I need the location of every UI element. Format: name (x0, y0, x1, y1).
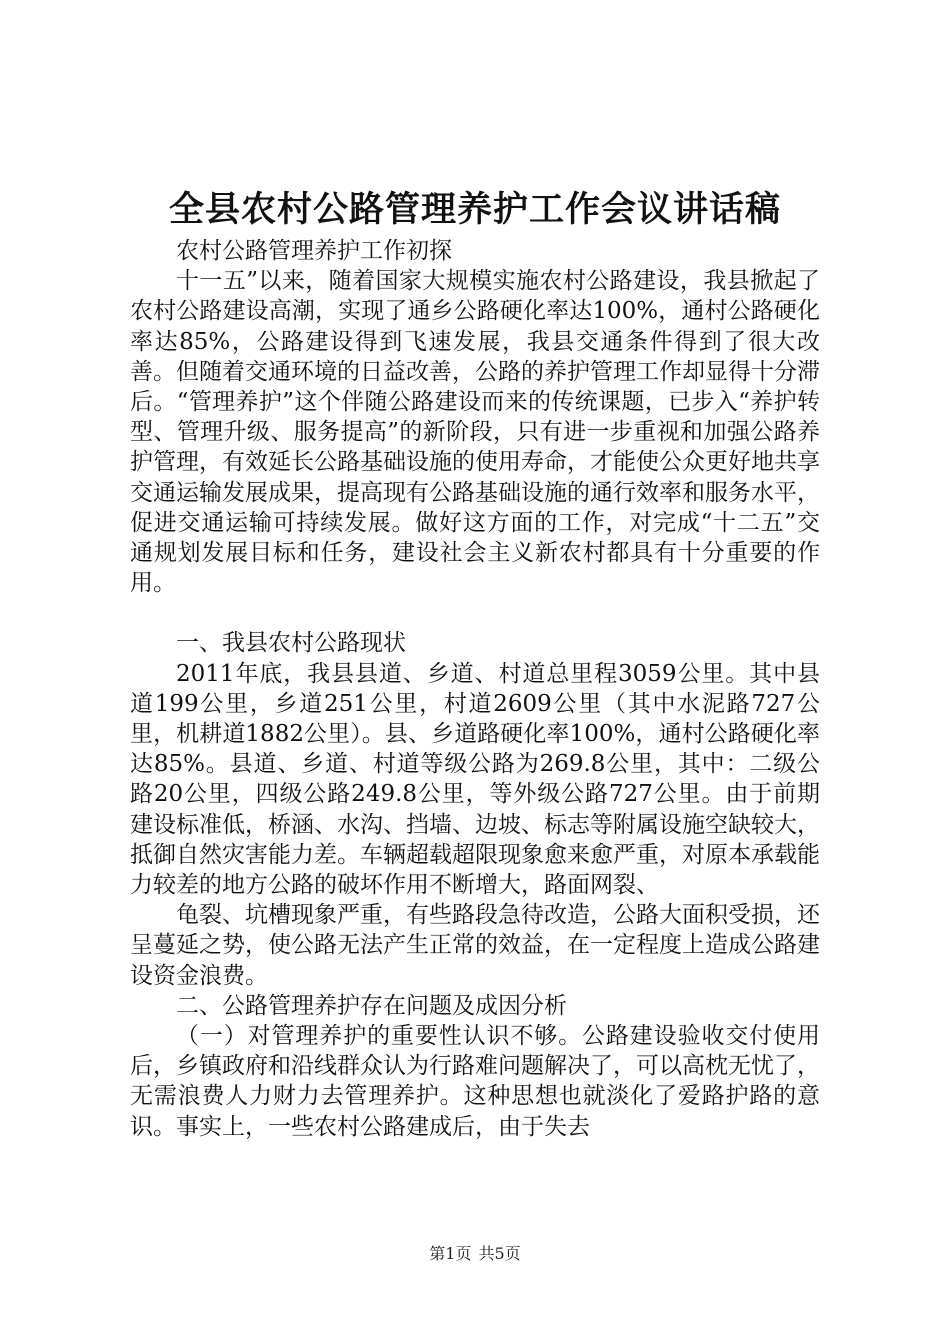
issue-paragraph-1: （一）对管理养护的重要性认识不够。公路建设验收交付使用后，乡镇政府和沿线群众认为行路难问题解决了，可以高枕无忧了，无需浪费人力财力去管理养护。这种思想也就淡化了爱路护路的意识。事实上，一些农村公路建成后，由于失去 (130, 1023, 820, 1140)
paragraph-gap (130, 598, 820, 628)
status-paragraph: 2011年底，我县县道、乡道、村道总里程3059公里。其中县道199公里，乡道251公里，村道2609公里（其中水泥路727公里，机耕道1882公里）。县、乡道路硬化率100%，通村公路硬化率达85%。县道、乡道、村道等级公路为269.8公里，其中：二级公路20公里，四级公路249.8公里，等外级公路727公里。由于前期建设标准低，桥涵、水沟、挡墙、边坡、标志等附属设施空缺较大，抵御自然灾害能力差。车辆超载超限现象愈来愈严重，对原本承载能力较差的地方公路的破坏作用不断增大，路面网裂、 (130, 660, 820, 899)
document-title: 全县农村公路管理养护工作会议讲话稿 (168, 190, 781, 230)
section-heading-1: 一、我县农村公路现状 (176, 630, 406, 657)
damage-paragraph: 龟裂、坑槽现象严重，有些路段急待改造，公路大面积受损，还呈蔓延之势，使公路无法产生正常的效益，在一定程度上造成公路建设资金浪费。 (130, 902, 820, 989)
subtitle-paragraph: 农村公路管理养护工作初探 (176, 238, 452, 264)
page-total: 共5页 (478, 1244, 521, 1263)
document-body (130, 236, 820, 1142)
section-heading-2: 二、公路管理养护存在问题及成因分析 (176, 992, 567, 1019)
page-number: 第1页 (429, 1244, 472, 1263)
page-footer (0, 1243, 950, 1265)
intro-paragraph: 十一五”以来，随着国家大规模实施农村公路建设，我县掀起了农村公路建设高潮，实现了通乡公路硬化率达100%，通村公路硬化率达85%，公路建设得到飞速发展，我县交通条件得到了很大改善。但随着交通环境的日益改善，公路的养护管理工作却显得十分滞后。“管理养护”这个伴随公路建设而来的传统课题，已步入“养护转型、管理升级、服务提高”的新阶段，只有进一步重视和加强公路养护管理，有效延长公路基础设施的使用寿命，才能使公众更好地共享交通运输发展成果，提高现有公路基础设施的通行效率和服务水平，促进交通运输可持续发展。做好这方面的工作，对完成“十二五”交通规划发展目标和任务，建设社会主义新农村都具有十分重要的作用。 (130, 268, 820, 597)
